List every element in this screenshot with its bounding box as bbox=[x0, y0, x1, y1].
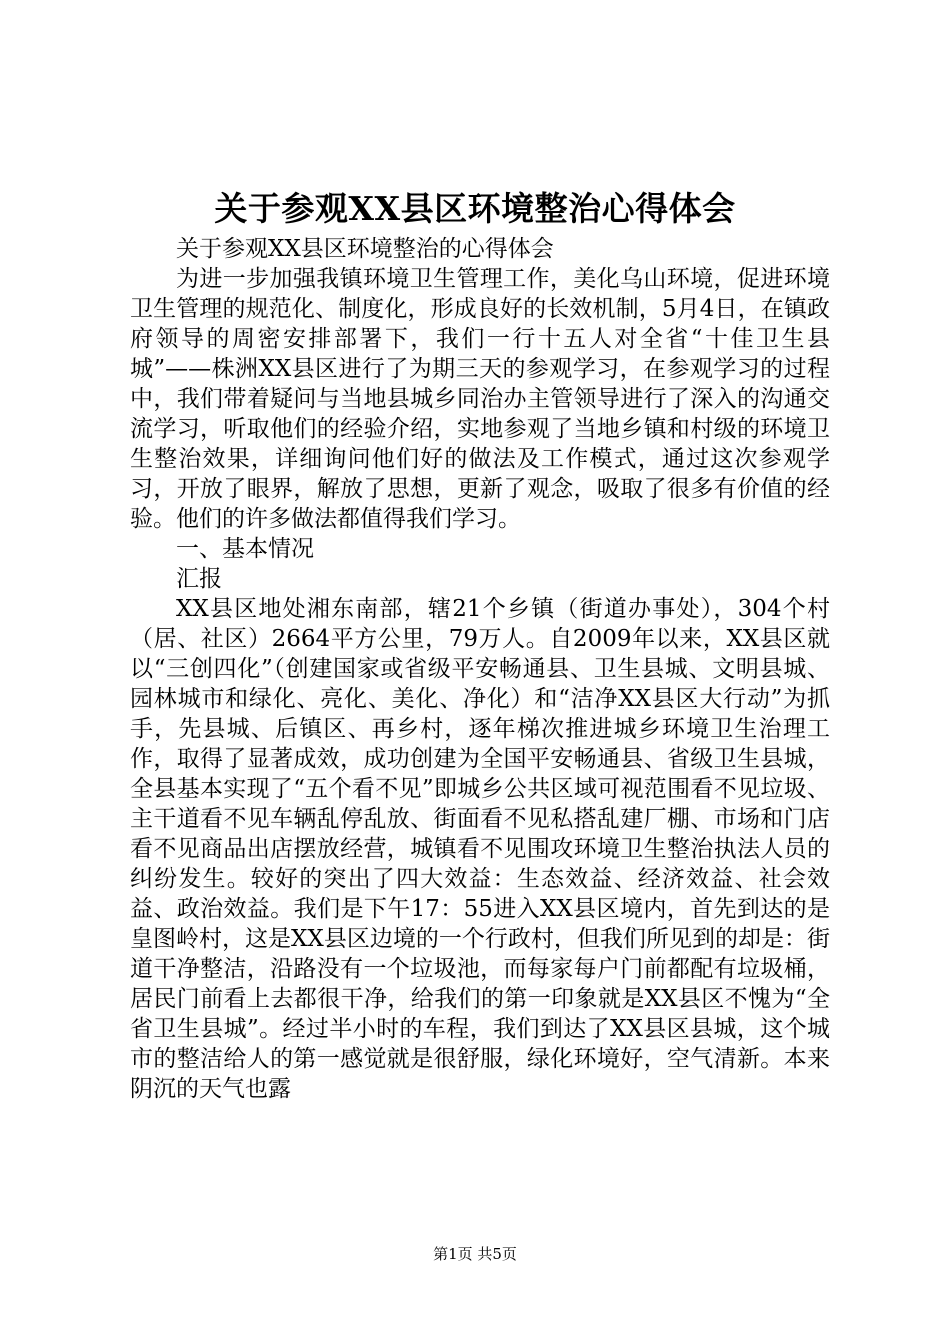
paragraph-subtitle: 关于参观XX县区环境整治的心得体会 bbox=[176, 236, 554, 262]
paragraph-basic-situation: XX县区地处湘东南部，辖21个乡镇（街道办事处），304个村（居、社区）2664平方公里，79万人。自2009年以来，XX县区就以“三创四化”（创建国家或省级平安畅通县、卫生县城、文明县城、园林城市和绿化、亮化、美化、净化）和“洁净XX县区大行动”为抓手，先县城、后镇区、再乡村，逐年梯次推进城乡环境卫生治理工作，取得了显著成效，成功创建为全国平安畅通县、省级卫生县城，全县基本实现了“五个看不见”即城乡公共区域可视范围看不见垃圾、主干道看不见车辆乱停乱放、街面看不见私搭乱建厂棚、市场和门店看不见商品出店摆放经营，城镇看不见围攻环境卫生整治执法人员的纠纷发生。较好的突出了四大效益：生态效益、经济效益、社会效益、政治效益。我们是下午17：55进入XX县区境内，首先到达的是皇图岭村，这是XX县区边境的一个行政村，但我们所见到的却是：街道干净整洁，沿路没有一个垃圾池，而每家每户门前都配有垃圾桶，居民门前看上去都很干净，给我们的第一印象就是XX县区不愧为“全省卫生县城”。经过半小时的车程，我们到达了XX县区县城，这个城市的整洁给人的第一感觉就是很舒服，绿化环境好，空气清新。本来阴沉的天气也露 bbox=[130, 596, 830, 1102]
document-body bbox=[130, 234, 830, 1104]
section-heading-basic: 一、基本情况 bbox=[176, 536, 314, 562]
paragraph-intro: 为进一步加强我镇环境卫生管理工作，美化乌山环境，促进环境卫生管理的规范化、制度化，形成良好的长效机制，5月4日，在镇政府领导的周密安排部署下，我们一行十五人对全省“十佳卫生县城”——株洲XX县区进行了为期三天的参观学习，在参观学习的过程中，我们带着疑问与当地县城乡同治办主管领导进行了深入的沟通交流学习，听取他们的经验介绍，实地参观了当地乡镇和村级的环境卫生整治效果，详细询问他们好的做法及工作模式，通过这次参观学习，开放了眼界，解放了思想，更新了观念，吸取了很多有价值的经验。他们的许多做法都值得我们学习。 bbox=[130, 266, 830, 532]
page-footer: 第1页 共5页 bbox=[433, 1245, 517, 1263]
document-title: 关于参观XX县区环境整治心得体会 bbox=[214, 189, 736, 228]
section-label-report: 汇报 bbox=[176, 566, 222, 592]
